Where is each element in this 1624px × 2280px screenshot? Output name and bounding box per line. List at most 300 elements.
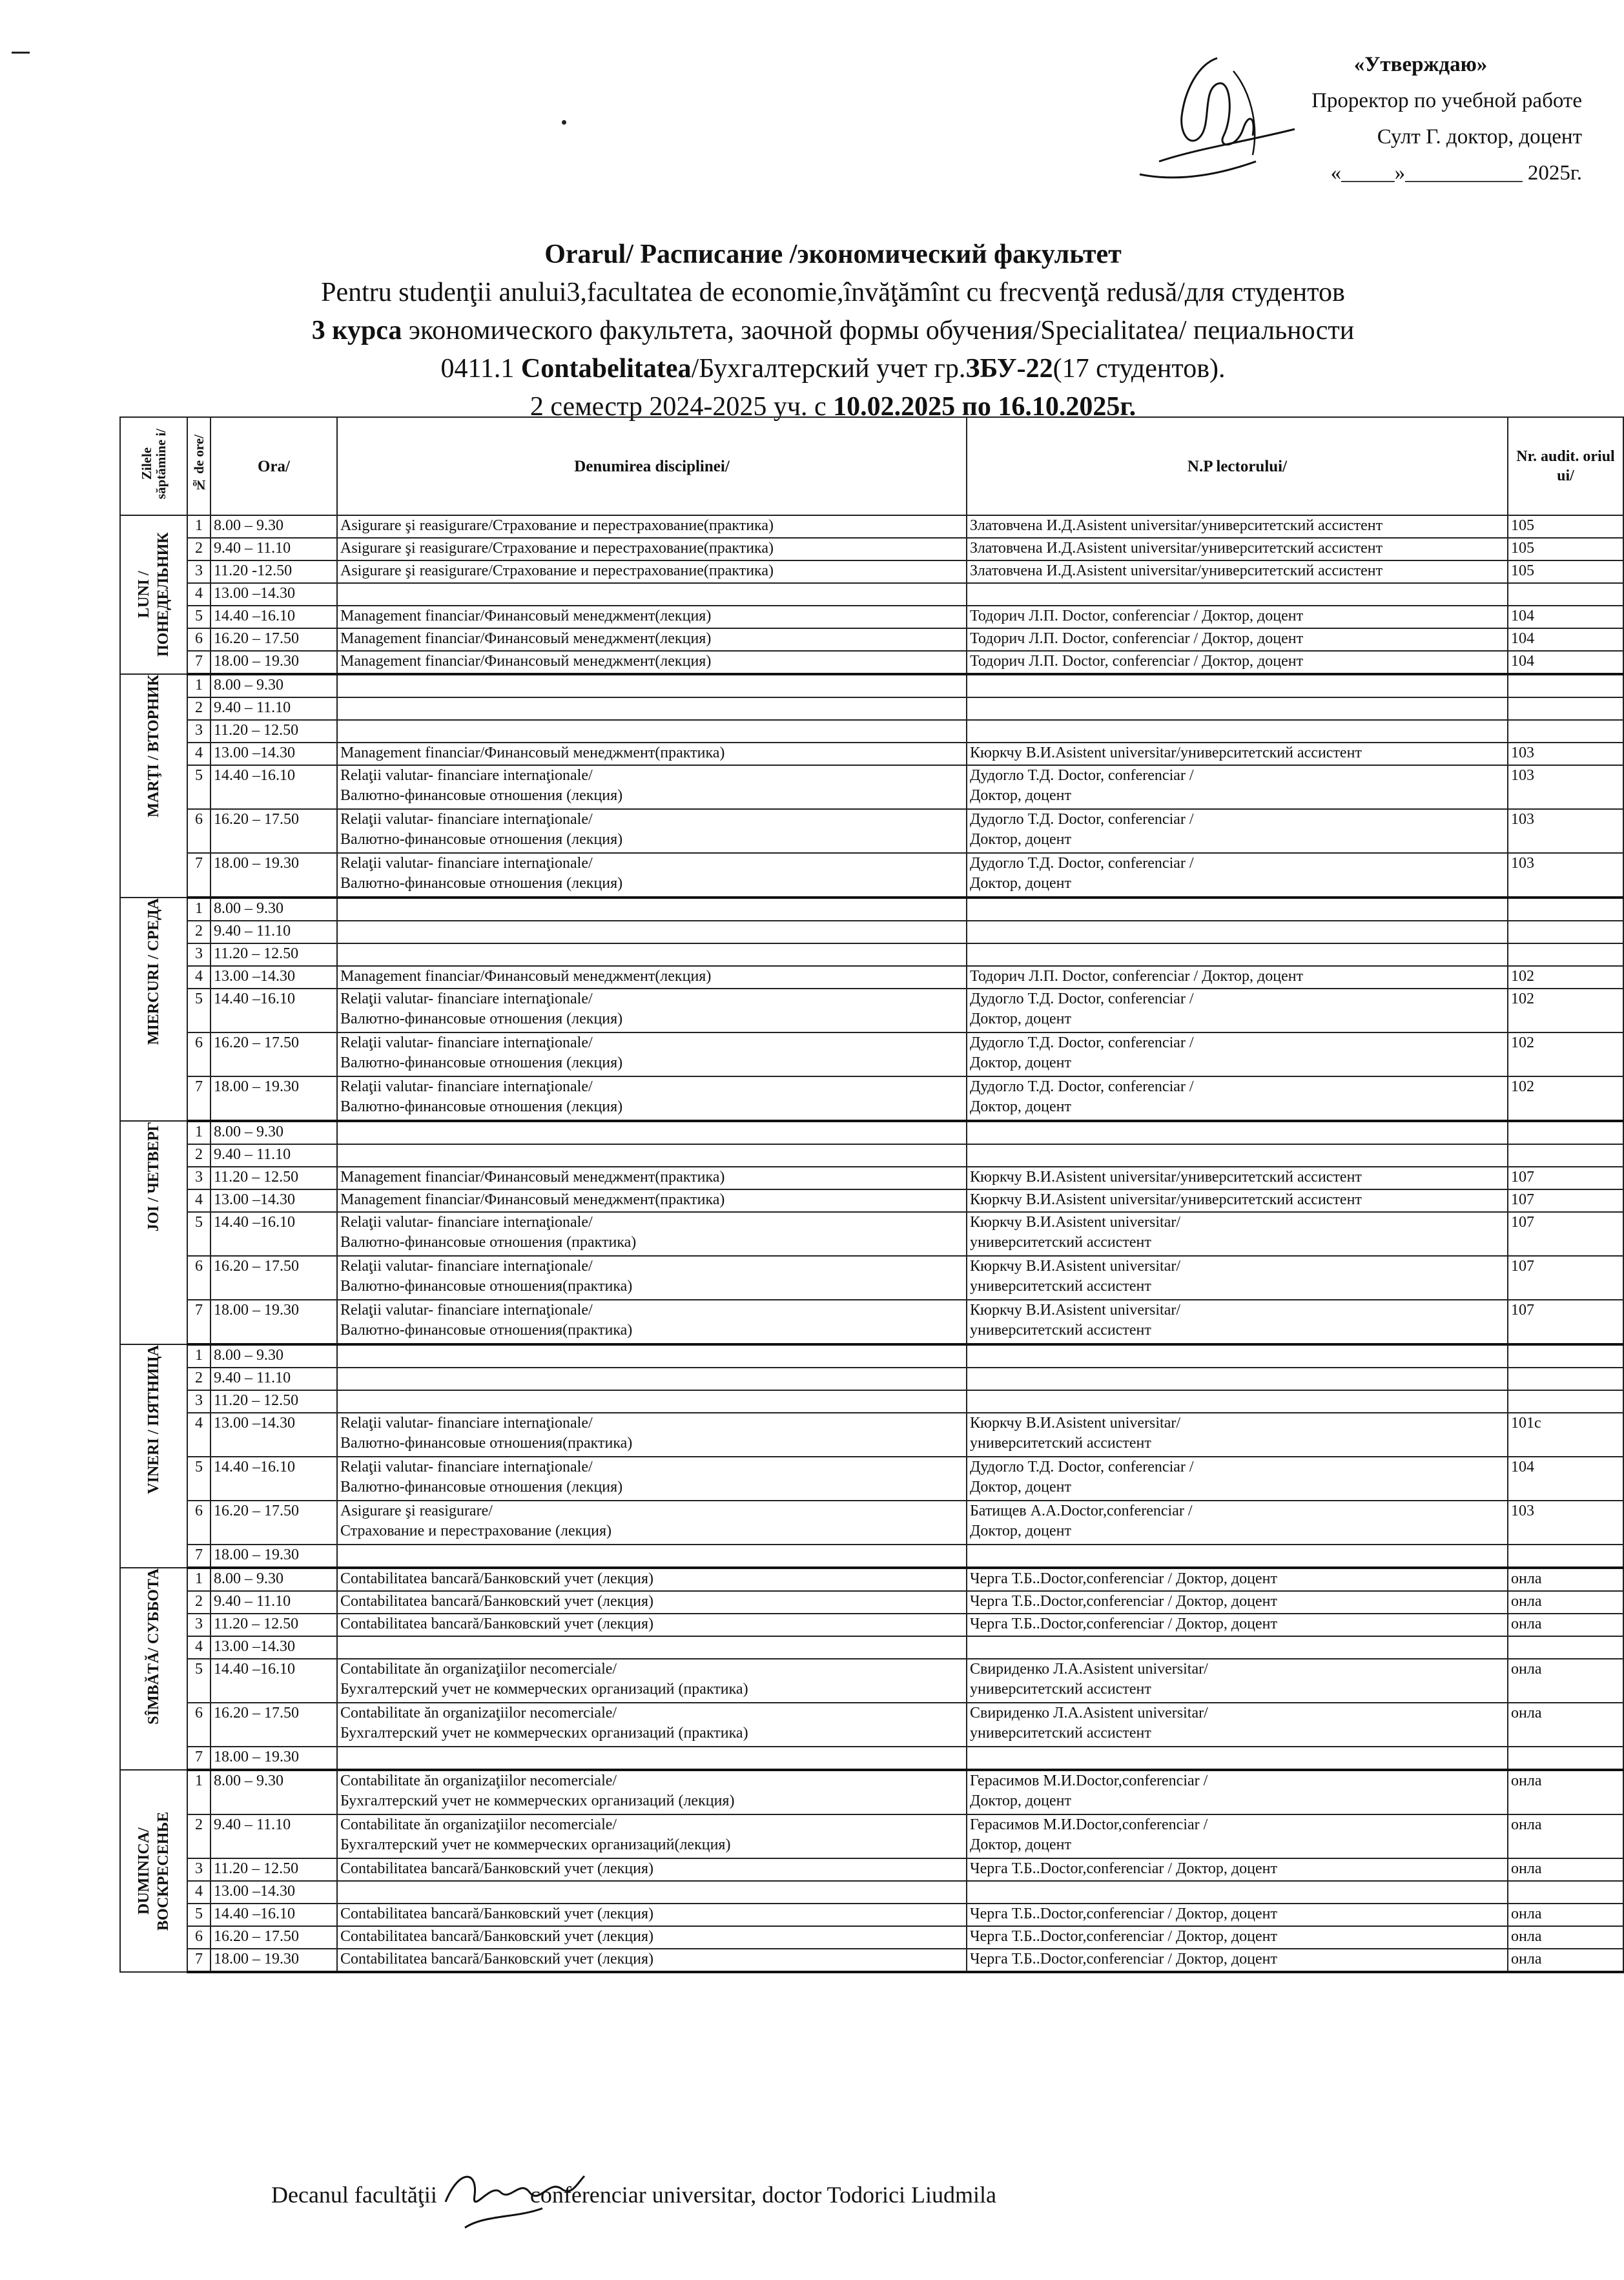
discipline-line-1: Contabilitatea bancară/Банковский учет (лекция) bbox=[340, 1593, 654, 1610]
lecturer-line-2: университетский ассистент bbox=[970, 1681, 1151, 1698]
lecturer-line-1: Дудогло Т.Д. Doctor, conferenciar / bbox=[970, 991, 1194, 1007]
lecturer-cell bbox=[967, 898, 1508, 921]
room-cell bbox=[1508, 1545, 1623, 1568]
discipline-line-1: Management financiar/Финансовый менеджмент(лекция) bbox=[340, 653, 712, 670]
lecturer-cell bbox=[967, 583, 1508, 606]
room-cell bbox=[1508, 697, 1623, 720]
table-row bbox=[120, 809, 1623, 853]
table-row bbox=[120, 966, 1623, 989]
discipline-cell bbox=[337, 1703, 967, 1747]
discipline-line-1: Relaţii valutar- financiare internaţionale/ bbox=[340, 1034, 593, 1051]
discipline-line-2: Валютно-финансовые отношения (практика) bbox=[340, 1234, 637, 1251]
header-number: № de ore/ bbox=[187, 417, 211, 515]
table-row bbox=[120, 921, 1623, 943]
lecturer-cell bbox=[967, 1076, 1508, 1121]
discipline-line-1: Contabilitatea bancară/Банковский учет (лекция) bbox=[340, 1570, 654, 1587]
table-row bbox=[120, 989, 1623, 1032]
lecturer-cell bbox=[967, 1858, 1508, 1881]
approval-title: «Утверждаю» bbox=[1353, 53, 1488, 76]
day-name: VINERI / ПЯТНИЦА bbox=[145, 1345, 162, 1494]
period-number: 3 bbox=[187, 1858, 211, 1881]
lecturer-line-2: университетский ассистент bbox=[970, 1435, 1151, 1452]
discipline-line-1: Relaţii valutar- financiare internaţionale/ bbox=[340, 767, 593, 784]
discipline-line-2: Бухгалтерский учет не коммерческих организаций (практика) bbox=[340, 1725, 748, 1741]
room-cell bbox=[1508, 943, 1623, 966]
discipline-line-2: Валютно-финансовые отношения (лекция) bbox=[340, 1479, 623, 1495]
period-time: 9.40 – 11.10 bbox=[211, 1144, 337, 1167]
period-time: 14.40 –16.10 bbox=[211, 765, 337, 809]
room-cell: онла bbox=[1508, 1926, 1623, 1949]
discipline-line-1: Contabilitate ăn organizaţiilor necomerciale/ bbox=[340, 1816, 617, 1833]
lecturer-line-1: Кюркчу В.И.Asistent universitar/ bbox=[970, 1302, 1181, 1319]
lecturer-cell bbox=[967, 1636, 1508, 1659]
lecturer-cell bbox=[967, 809, 1508, 853]
period-number: 2 bbox=[187, 1814, 211, 1858]
approval-block bbox=[1246, 46, 1582, 191]
day-cell bbox=[120, 1770, 187, 1972]
discipline-cell bbox=[337, 1413, 967, 1457]
table-row bbox=[120, 606, 1623, 628]
schedule-body bbox=[120, 515, 1623, 1972]
lecturer-line-1: Кюркчу В.И.Asistent universitar/ bbox=[970, 1214, 1181, 1231]
table-row bbox=[120, 1413, 1623, 1457]
lecturer-cell bbox=[967, 1212, 1508, 1256]
period-time: 18.00 – 19.30 bbox=[211, 1076, 337, 1121]
header-room: Nr. audit. oriul ui/ bbox=[1508, 417, 1623, 515]
stray-dot bbox=[562, 120, 566, 125]
table-row bbox=[120, 1212, 1623, 1256]
lecturer-cell bbox=[967, 853, 1508, 898]
discipline-line-2: Валютно-финансовые отношения (лекция) bbox=[340, 787, 623, 804]
discipline-cell bbox=[337, 1858, 967, 1881]
table-row bbox=[120, 1926, 1623, 1949]
room-cell bbox=[1508, 583, 1623, 606]
table-row bbox=[120, 628, 1623, 651]
discipline-cell bbox=[337, 1747, 967, 1770]
period-number: 2 bbox=[187, 1591, 211, 1614]
period-time: 9.40 – 11.10 bbox=[211, 538, 337, 560]
day-cell bbox=[120, 515, 187, 674]
table-row bbox=[120, 853, 1623, 898]
room-cell: 105 bbox=[1508, 538, 1623, 560]
room-cell: онла bbox=[1508, 1591, 1623, 1614]
room-cell bbox=[1508, 720, 1623, 743]
room-cell: 107 bbox=[1508, 1189, 1623, 1212]
period-number: 4 bbox=[187, 966, 211, 989]
discipline-line-1: Management financiar/Финансовый менеджмент(лекция) bbox=[340, 608, 712, 624]
header-time: Ora/ bbox=[211, 417, 337, 515]
lecturer-line-2: университетский ассистент bbox=[970, 1725, 1151, 1741]
discipline-cell bbox=[337, 966, 967, 989]
discipline-line-1: Relaţii valutar- financiare internaţionale/ bbox=[340, 1214, 593, 1231]
period-number: 4 bbox=[187, 1636, 211, 1659]
period-time: 14.40 –16.10 bbox=[211, 1457, 337, 1501]
lecturer-line-1: Тодорич Л.П. Doctor, conferenciar / Доктор, доцент bbox=[970, 608, 1304, 624]
room-cell bbox=[1508, 921, 1623, 943]
lecturer-cell bbox=[967, 1390, 1508, 1413]
period-time: 9.40 – 11.10 bbox=[211, 697, 337, 720]
discipline-line-1: Relaţii valutar- financiare internaţionale/ bbox=[340, 1459, 593, 1475]
room-cell: онла bbox=[1508, 1949, 1623, 1972]
discipline-cell bbox=[337, 1256, 967, 1300]
schedule-table bbox=[119, 416, 1624, 1973]
lecturer-cell bbox=[967, 921, 1508, 943]
lecturer-cell bbox=[967, 606, 1508, 628]
period-number: 6 bbox=[187, 809, 211, 853]
discipline-line-1: Management financiar/Финансовый менеджмент(практика) bbox=[340, 745, 725, 761]
room-cell: 102 bbox=[1508, 1032, 1623, 1076]
discipline-line-1: Relaţii valutar- financiare internaţionale/ bbox=[340, 991, 593, 1007]
lecturer-cell bbox=[967, 1814, 1508, 1858]
table-row bbox=[120, 1300, 1623, 1344]
discipline-line-2: Бухгалтерский учет не коммерческих организаций (лекция) bbox=[340, 1792, 735, 1809]
room-cell bbox=[1508, 1747, 1623, 1770]
discipline-cell bbox=[337, 1814, 967, 1858]
discipline-cell bbox=[337, 720, 967, 743]
lecturer-cell bbox=[967, 1614, 1508, 1636]
room-cell bbox=[1508, 1144, 1623, 1167]
period-number: 6 bbox=[187, 628, 211, 651]
period-number: 6 bbox=[187, 1703, 211, 1747]
lecturer-cell bbox=[967, 1167, 1508, 1189]
discipline-line-1: Contabilitatea bancară/Банковский учет (лекция) bbox=[340, 1616, 654, 1632]
period-number: 7 bbox=[187, 853, 211, 898]
discipline-line-1: Management financiar/Финансовый менеджмент(лекция) bbox=[340, 630, 712, 647]
period-number: 2 bbox=[187, 921, 211, 943]
discipline-cell bbox=[337, 809, 967, 853]
table-row bbox=[120, 651, 1623, 674]
room-cell: 103 bbox=[1508, 743, 1623, 765]
table-row bbox=[120, 1568, 1623, 1591]
discipline-cell bbox=[337, 1457, 967, 1501]
lecturer-cell bbox=[967, 697, 1508, 720]
lecturer-cell bbox=[967, 1949, 1508, 1972]
period-number: 3 bbox=[187, 560, 211, 583]
lecturer-cell bbox=[967, 1032, 1508, 1076]
discipline-cell bbox=[337, 628, 967, 651]
header-day: Zilele săptămine i/ bbox=[120, 417, 187, 515]
period-time: 9.40 – 11.10 bbox=[211, 1368, 337, 1390]
table-row bbox=[120, 538, 1623, 560]
period-time: 11.20 – 12.50 bbox=[211, 1167, 337, 1189]
lecturer-line-2: Доктор, доцент bbox=[970, 1523, 1071, 1539]
lecturer-cell bbox=[967, 966, 1508, 989]
room-cell: 107 bbox=[1508, 1167, 1623, 1189]
day-name: LUNI / ПОНЕДЕЛЬНИК bbox=[136, 532, 172, 657]
table-row bbox=[120, 515, 1623, 538]
period-time: 8.00 – 9.30 bbox=[211, 1121, 337, 1144]
discipline-cell bbox=[337, 1076, 967, 1121]
lecturer-cell bbox=[967, 1121, 1508, 1144]
period-time: 14.40 –16.10 bbox=[211, 606, 337, 628]
period-time: 16.20 – 17.50 bbox=[211, 809, 337, 853]
table-row bbox=[120, 560, 1623, 583]
lecturer-line-1: Златовчена И.Д.Asistent universitar/университетский ассистент bbox=[970, 562, 1383, 579]
discipline-cell bbox=[337, 1545, 967, 1568]
period-time: 11.20 – 12.50 bbox=[211, 1858, 337, 1881]
period-time: 16.20 – 17.50 bbox=[211, 628, 337, 651]
period-number: 6 bbox=[187, 1926, 211, 1949]
lecturer-cell bbox=[967, 515, 1508, 538]
lecturer-line-2: университетский ассистент bbox=[970, 1278, 1151, 1295]
table-row bbox=[120, 1591, 1623, 1614]
room-cell: онла bbox=[1508, 1904, 1623, 1926]
period-time: 16.20 – 17.50 bbox=[211, 1256, 337, 1300]
document-title bbox=[97, 236, 1569, 426]
period-time: 18.00 – 19.30 bbox=[211, 853, 337, 898]
lecturer-line-1: Герасимов М.И.Doctor,conferenciar / bbox=[970, 1816, 1208, 1833]
lecturer-cell bbox=[967, 1413, 1508, 1457]
period-time: 8.00 – 9.30 bbox=[211, 1770, 337, 1814]
period-time: 16.20 – 17.50 bbox=[211, 1926, 337, 1949]
table-row bbox=[120, 697, 1623, 720]
discipline-cell bbox=[337, 1636, 967, 1659]
period-time: 18.00 – 19.30 bbox=[211, 651, 337, 674]
period-number: 6 bbox=[187, 1501, 211, 1545]
period-number: 5 bbox=[187, 1904, 211, 1926]
discipline-line-1: Contabilitate ăn organizaţiilor necomerciale/ bbox=[340, 1705, 617, 1721]
room-cell: 103 bbox=[1508, 853, 1623, 898]
discipline-line-1: Asigurare şi reasigurare/Страхование и перестрахование(практика) bbox=[340, 562, 774, 579]
table-row bbox=[120, 1949, 1623, 1972]
lecturer-line-1: Черга Т.Б..Doctor,conferenciar / Доктор, доцент bbox=[970, 1570, 1277, 1587]
lecturer-line-1: Златовчена И.Д.Asistent universitar/университетский ассистент bbox=[970, 517, 1383, 534]
period-number: 1 bbox=[187, 674, 211, 697]
lecturer-line-2: Доктор, доцент bbox=[970, 1479, 1071, 1495]
lecturer-cell bbox=[967, 651, 1508, 674]
table-row bbox=[120, 1076, 1623, 1121]
lecturer-cell bbox=[967, 674, 1508, 697]
period-number: 3 bbox=[187, 1167, 211, 1189]
discipline-line-2: Бухгалтерский учет не коммерческих организаций (практика) bbox=[340, 1681, 748, 1698]
lecturer-line-1: Герасимов М.И.Doctor,conferenciar / bbox=[970, 1772, 1208, 1789]
discipline-cell bbox=[337, 1591, 967, 1614]
room-cell: онла bbox=[1508, 1770, 1623, 1814]
discipline-line-1: Management financiar/Финансовый менеджмент(практика) bbox=[340, 1169, 725, 1186]
lecturer-line-1: Тодорич Л.П. Doctor, conferenciar / Доктор, доцент bbox=[970, 968, 1304, 985]
room-cell bbox=[1508, 674, 1623, 697]
lecturer-cell bbox=[967, 1926, 1508, 1949]
lecturer-line-1: Черга Т.Б..Doctor,conferenciar / Доктор, доцент bbox=[970, 1593, 1277, 1610]
day-cell bbox=[120, 1344, 187, 1568]
discipline-cell bbox=[337, 743, 967, 765]
discipline-line-1: Relaţii valutar- financiare internaţionale/ bbox=[340, 1078, 593, 1095]
title-line-5: 2 семестр 2024-2025 уч. с 10.02.2025 по 16.10.2025г. bbox=[529, 392, 1136, 422]
discipline-cell bbox=[337, 697, 967, 720]
lecturer-cell bbox=[967, 1545, 1508, 1568]
room-cell: онла bbox=[1508, 1814, 1623, 1858]
period-time: 9.40 – 11.10 bbox=[211, 921, 337, 943]
table-row bbox=[120, 583, 1623, 606]
table-row bbox=[120, 1032, 1623, 1076]
lecturer-line-1: Кюркчу В.И.Asistent universitar/ bbox=[970, 1415, 1181, 1432]
lecturer-cell bbox=[967, 1591, 1508, 1614]
period-time: 8.00 – 9.30 bbox=[211, 1568, 337, 1591]
period-number: 6 bbox=[187, 1256, 211, 1300]
period-time: 13.00 –14.30 bbox=[211, 966, 337, 989]
period-number: 1 bbox=[187, 1770, 211, 1814]
room-cell: 104 bbox=[1508, 1457, 1623, 1501]
table-row bbox=[120, 1858, 1623, 1881]
discipline-cell bbox=[337, 583, 967, 606]
period-time: 13.00 –14.30 bbox=[211, 1413, 337, 1457]
discipline-line-1: Contabilitate ăn organizaţiilor necomerciale/ bbox=[340, 1661, 617, 1678]
discipline-cell bbox=[337, 1390, 967, 1413]
header-lecturer: N.P lectorului/ bbox=[967, 417, 1508, 515]
lecturer-cell bbox=[967, 538, 1508, 560]
table-row bbox=[120, 1344, 1623, 1368]
period-time: 13.00 –14.30 bbox=[211, 1881, 337, 1904]
table-row bbox=[120, 765, 1623, 809]
discipline-line-1: Relaţii valutar- financiare internaţionale/ bbox=[340, 1415, 593, 1432]
discipline-line-2: Валютно-финансовые отношения(практика) bbox=[340, 1435, 633, 1452]
table-row bbox=[120, 1501, 1623, 1545]
period-time: 18.00 – 19.30 bbox=[211, 1300, 337, 1344]
period-time: 14.40 –16.10 bbox=[211, 1212, 337, 1256]
table-row bbox=[120, 1703, 1623, 1747]
period-number: 4 bbox=[187, 583, 211, 606]
lecturer-cell bbox=[967, 1344, 1508, 1368]
period-time: 16.20 – 17.50 bbox=[211, 1032, 337, 1076]
period-time: 16.20 – 17.50 bbox=[211, 1501, 337, 1545]
discipline-cell bbox=[337, 1904, 967, 1926]
approval-date-line: «_____»___________ 2025г. bbox=[1330, 161, 1582, 185]
period-time: 14.40 –16.10 bbox=[211, 989, 337, 1032]
lecturer-cell bbox=[967, 1256, 1508, 1300]
discipline-cell bbox=[337, 1167, 967, 1189]
day-name: MARŢI / ВТОРНИК bbox=[145, 675, 162, 817]
period-number: 7 bbox=[187, 1076, 211, 1121]
room-cell: 101c bbox=[1508, 1413, 1623, 1457]
lecturer-line-2: Доктор, доцент bbox=[970, 1792, 1071, 1809]
period-time: 9.40 – 11.10 bbox=[211, 1591, 337, 1614]
period-number: 7 bbox=[187, 651, 211, 674]
room-cell: 105 bbox=[1508, 560, 1623, 583]
lecturer-line-2: Доктор, доцент bbox=[970, 875, 1071, 892]
discipline-cell bbox=[337, 765, 967, 809]
room-cell: 107 bbox=[1508, 1256, 1623, 1300]
lecturer-line-1: Черга Т.Б..Doctor,conferenciar / Доктор, доцент bbox=[970, 1928, 1277, 1945]
period-time: 14.40 –16.10 bbox=[211, 1904, 337, 1926]
lecturer-cell bbox=[967, 1747, 1508, 1770]
period-number: 4 bbox=[187, 743, 211, 765]
period-number: 3 bbox=[187, 720, 211, 743]
discipline-cell bbox=[337, 989, 967, 1032]
discipline-cell bbox=[337, 1344, 967, 1368]
discipline-cell bbox=[337, 606, 967, 628]
discipline-line-2: Валютно-финансовые отношения (лекция) bbox=[340, 1011, 623, 1027]
lecturer-line-2: университетский ассистент bbox=[970, 1234, 1151, 1251]
lecturer-cell bbox=[967, 989, 1508, 1032]
room-cell bbox=[1508, 1390, 1623, 1413]
room-cell bbox=[1508, 1368, 1623, 1390]
period-number: 2 bbox=[187, 1144, 211, 1167]
discipline-cell bbox=[337, 674, 967, 697]
discipline-cell bbox=[337, 560, 967, 583]
period-number: 2 bbox=[187, 538, 211, 560]
lecturer-line-1: Дудогло Т.Д. Doctor, conferenciar / bbox=[970, 1078, 1194, 1095]
discipline-line-2: Валютно-финансовые отношения (лекция) bbox=[340, 875, 623, 892]
period-number: 3 bbox=[187, 1390, 211, 1413]
table-row bbox=[120, 1747, 1623, 1770]
day-cell bbox=[120, 898, 187, 1121]
dean-footer: Decanul facultăţii conferenciar universitar, doctor Todorici Liudmila bbox=[271, 2182, 996, 2208]
discipline-cell bbox=[337, 1881, 967, 1904]
room-cell: 104 bbox=[1508, 606, 1623, 628]
discipline-cell bbox=[337, 538, 967, 560]
period-time: 11.20 -12.50 bbox=[211, 560, 337, 583]
lecturer-cell bbox=[967, 765, 1508, 809]
lecturer-cell bbox=[967, 1457, 1508, 1501]
period-time: 8.00 – 9.30 bbox=[211, 1344, 337, 1368]
discipline-line-1: Contabilitate ăn organizaţiilor necomerciale/ bbox=[340, 1772, 617, 1789]
room-cell bbox=[1508, 898, 1623, 921]
discipline-line-1: Asigurare şi reasigurare/ bbox=[340, 1503, 493, 1519]
discipline-cell bbox=[337, 515, 967, 538]
discipline-line-1: Contabilitatea bancară/Банковский учет (лекция) bbox=[340, 1928, 654, 1945]
period-time: 18.00 – 19.30 bbox=[211, 1747, 337, 1770]
lecturer-cell bbox=[967, 1568, 1508, 1591]
day-name: JOI / ЧЕТВЕРГ bbox=[145, 1122, 162, 1232]
discipline-cell bbox=[337, 1368, 967, 1390]
table-row bbox=[120, 720, 1623, 743]
lecturer-line-1: Дудогло Т.Д. Doctor, conferenciar / bbox=[970, 767, 1194, 784]
period-number: 1 bbox=[187, 1344, 211, 1368]
lecturer-cell bbox=[967, 1144, 1508, 1167]
period-number: 1 bbox=[187, 1121, 211, 1144]
day-cell bbox=[120, 1568, 187, 1770]
room-cell: 103 bbox=[1508, 809, 1623, 853]
lecturer-cell bbox=[967, 1501, 1508, 1545]
lecturer-line-2: Доктор, доцент bbox=[970, 787, 1071, 804]
discipline-line-1: Management financiar/Финансовый менеджмент(лекция) bbox=[340, 968, 712, 985]
approval-name: Султ Г. доктор, доцент bbox=[1377, 125, 1582, 149]
lecturer-line-1: Свириденко Л.А.Asistent universitar/ bbox=[970, 1705, 1208, 1721]
discipline-cell bbox=[337, 1568, 967, 1591]
lecturer-line-1: Тодорич Л.П. Doctor, conferenciar / Доктор, доцент bbox=[970, 653, 1304, 670]
lecturer-cell bbox=[967, 943, 1508, 966]
room-cell: онла bbox=[1508, 1703, 1623, 1747]
room-cell: онла bbox=[1508, 1568, 1623, 1591]
discipline-line-1: Relaţii valutar- financiare internaţionale/ bbox=[340, 1258, 593, 1275]
discipline-line-1: Contabilitatea bancară/Банковский учет (лекция) bbox=[340, 1951, 654, 1967]
discipline-cell bbox=[337, 1144, 967, 1167]
room-cell: 105 bbox=[1508, 515, 1623, 538]
discipline-cell bbox=[337, 1189, 967, 1212]
discipline-cell bbox=[337, 651, 967, 674]
lecturer-cell bbox=[967, 1659, 1508, 1703]
period-time: 13.00 –14.30 bbox=[211, 1189, 337, 1212]
lecturer-cell bbox=[967, 743, 1508, 765]
room-cell: 102 bbox=[1508, 989, 1623, 1032]
period-number: 5 bbox=[187, 1212, 211, 1256]
lecturer-line-2: Доктор, доцент bbox=[970, 1011, 1071, 1027]
discipline-cell bbox=[337, 1032, 967, 1076]
discipline-cell bbox=[337, 853, 967, 898]
discipline-cell bbox=[337, 1926, 967, 1949]
table-row bbox=[120, 674, 1623, 697]
discipline-cell bbox=[337, 1300, 967, 1344]
discipline-cell bbox=[337, 1212, 967, 1256]
period-time: 8.00 – 9.30 bbox=[211, 674, 337, 697]
room-cell: онла bbox=[1508, 1659, 1623, 1703]
lecturer-line-1: Дудогло Т.Д. Doctor, conferenciar / bbox=[970, 1034, 1194, 1051]
discipline-line-1: Contabilitatea bancară/Банковский учет (лекция) bbox=[340, 1860, 654, 1877]
lecturer-line-1: Дудогло Т.Д. Doctor, conferenciar / bbox=[970, 855, 1194, 872]
title-line-3: 3 курса экономического факультета, заочной формы обучения/Specialitatea/ пециальности bbox=[311, 316, 1355, 345]
table-row bbox=[120, 1457, 1623, 1501]
lecturer-line-1: Дудогло Т.Д. Doctor, conferenciar / bbox=[970, 811, 1194, 828]
